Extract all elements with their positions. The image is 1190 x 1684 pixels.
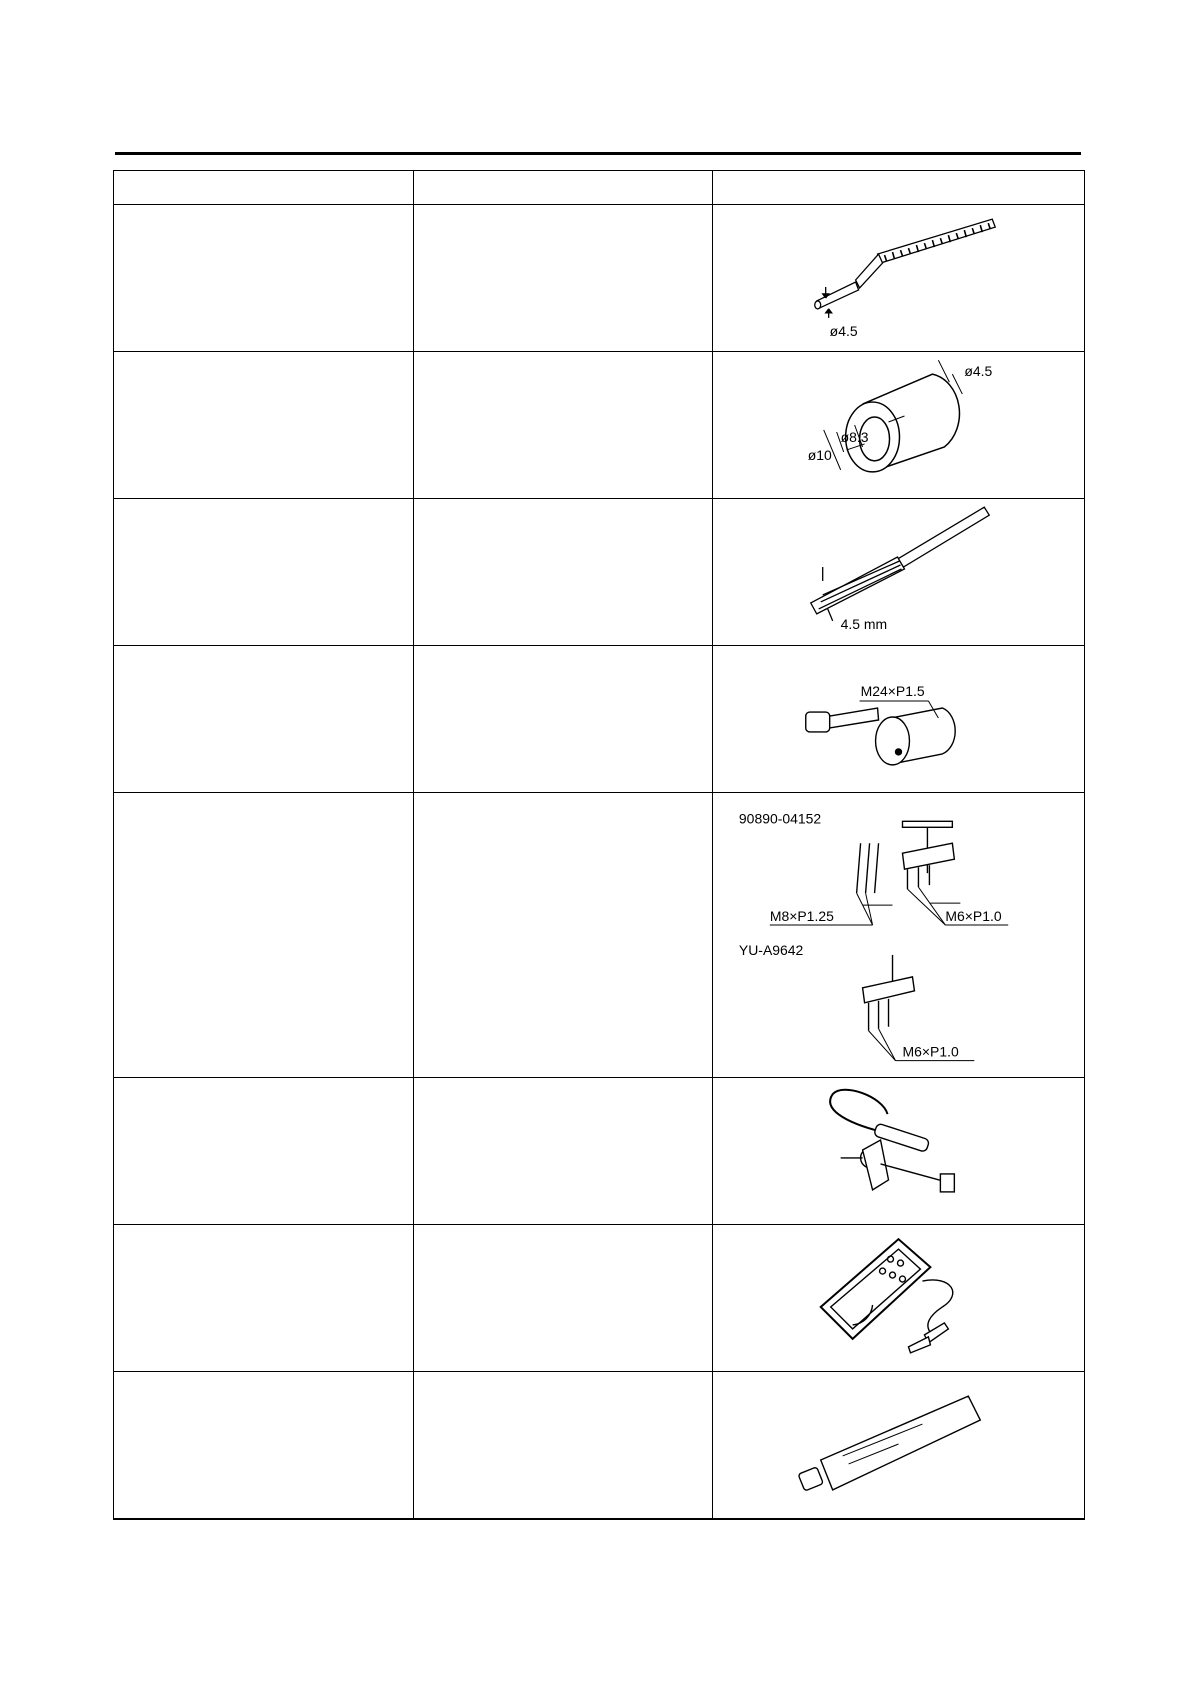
timing-light-drawing (713, 1078, 1084, 1224)
part-number-cell (414, 1225, 713, 1372)
part-number-cell (414, 1372, 713, 1520)
valve-guide-remover-drawing (713, 205, 1084, 351)
reamer-size-label: 4.5 mm (840, 615, 888, 632)
header-cell-2 (414, 171, 713, 205)
top-diameter-label: ø4.5 (964, 363, 993, 380)
flywheel-puller-drawing (713, 646, 1084, 792)
part-number-cell (414, 793, 713, 1078)
part-number-b: YU-A9642 (738, 941, 804, 958)
tool-name-cell (114, 499, 414, 646)
table-row (114, 205, 1085, 352)
tool-name-cell (114, 205, 414, 352)
special-tools-table (113, 170, 1085, 1520)
tool-illustration-cell (713, 646, 1085, 793)
tool-illustration-cell (713, 1078, 1085, 1225)
bolt-label-b: M6×P1.0 (945, 908, 1002, 925)
tool-illustration-cell (713, 1225, 1085, 1372)
thread-label: M24×P1.5 (860, 683, 925, 700)
tool-illustration-cell (713, 1372, 1085, 1520)
bolt-label-c: M6×P1.0 (902, 1043, 959, 1060)
header-cell-1 (114, 171, 414, 205)
sealant-tube-drawing (713, 1372, 1084, 1518)
valve-guide-installer-drawing (713, 352, 1084, 498)
tool-illustration-cell (713, 499, 1085, 646)
table-row (114, 352, 1085, 499)
part-number-cell (414, 499, 713, 646)
tool-illustration-cell (713, 205, 1085, 352)
tool-illustration-cell (713, 352, 1085, 499)
part-number-a: 90890-04152 (738, 810, 822, 827)
table-row (114, 1372, 1085, 1520)
inner-diameter-label: ø8.3 (840, 428, 869, 445)
bolt-label-a: M8×P1.25 (769, 908, 834, 925)
tool-name-cell (114, 793, 414, 1078)
diameter-label: ø4.5 (829, 322, 858, 339)
part-number-cell (414, 352, 713, 499)
part-number-cell (414, 205, 713, 352)
table-row (114, 499, 1085, 646)
tool-name-cell (114, 646, 414, 793)
top-rule (115, 152, 1081, 155)
part-number-cell (414, 646, 713, 793)
tool-illustration-cell (713, 793, 1085, 1078)
table-row (114, 793, 1085, 1078)
pocket-tester-drawing (713, 1225, 1084, 1371)
puller-set-drawing (713, 793, 1084, 1077)
outer-diameter-label: ø10 (807, 446, 832, 463)
tool-name-cell (114, 352, 414, 499)
table-row (114, 1225, 1085, 1372)
part-number-cell (414, 1078, 713, 1225)
tool-name-cell (114, 1078, 414, 1225)
header-cell-3 (713, 171, 1085, 205)
table-row (114, 1078, 1085, 1225)
table-header-row (114, 171, 1085, 205)
table-row (114, 646, 1085, 793)
tool-name-cell (114, 1372, 414, 1520)
tool-name-cell (114, 1225, 414, 1372)
valve-guide-reamer-drawing (713, 499, 1084, 645)
